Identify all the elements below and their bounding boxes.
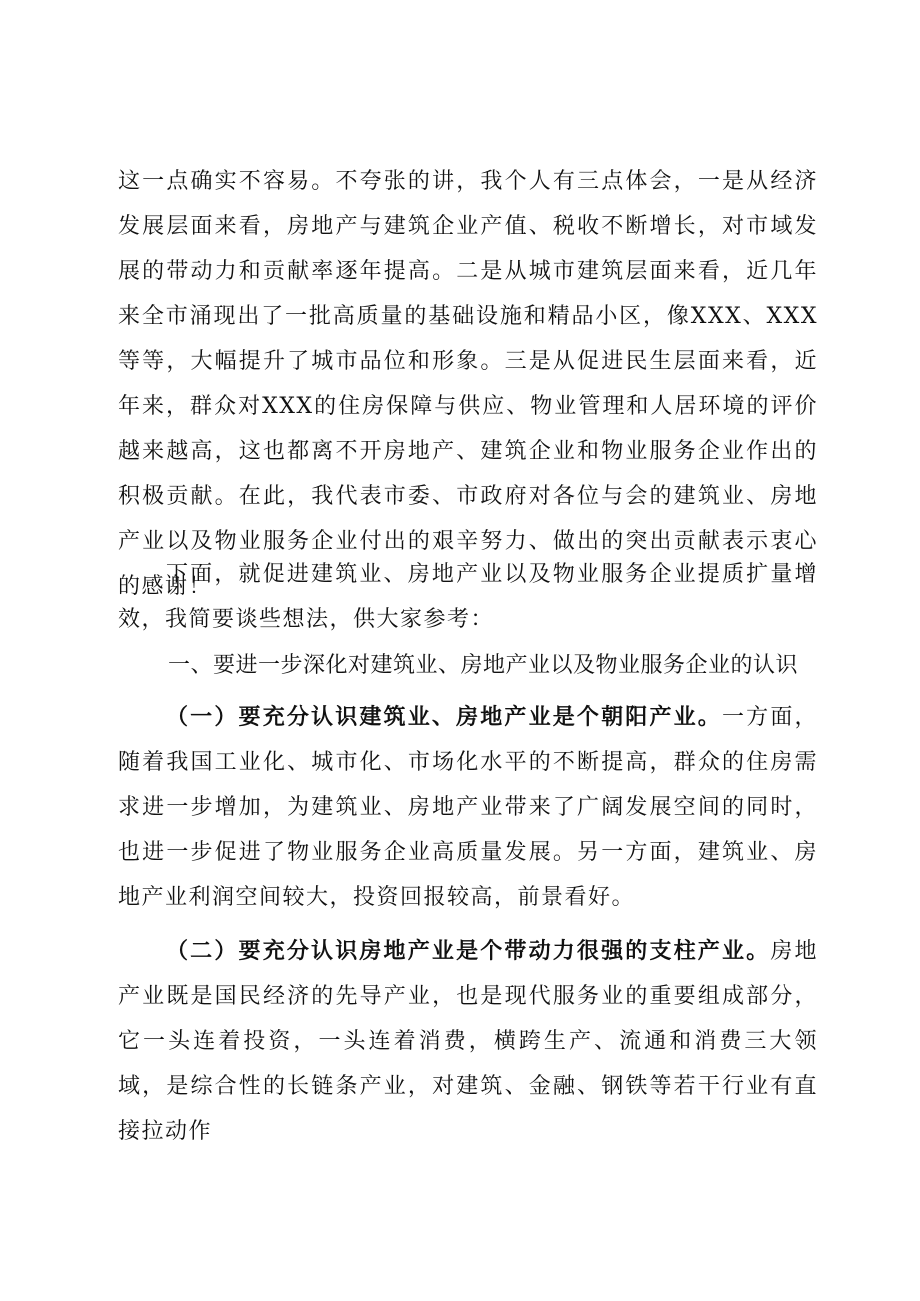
subsection-two-body: 房地产业既是国民经济的先导产业，也是现代服务业的重要组成部分，它一头连着投资，一头连着消费，横跨生产、流通和消费三大领域，是综合性的长链条产业，对建筑、金融、钢铁等若干行业有直接拉动作 <box>118 939 818 1144</box>
section-heading: 一、要进一步深化对建筑业、房地产业以及物业服务企业的认识 <box>168 653 799 678</box>
subsection-one-body: 一方面，随着我国工业化、城市化、市场化水平的不断提高，群众的住房需求进一步增加，为建筑业、房地产业带来了广阔发展空间的同时，也进一步促进了物业服务企业高质量发展。另一方面，建筑业、房地产业利润空间较大，投资回报较高，前景看好。 <box>118 705 818 910</box>
subsection-one <box>118 695 818 920</box>
subsection-two-heading: （二）要充分认识房地产业是个带动力很强的支柱产业。 <box>166 939 771 964</box>
paragraph-transition: 下面，就促进建筑业、房地产业以及物业服务企业提质扩量增效，我简要谈些想法，供大家参考： <box>118 562 818 632</box>
subsection-two <box>118 929 818 1154</box>
subsection-one-heading: （一）要充分认识建筑业、房地产业是个朝阳产业。 <box>166 705 722 730</box>
paragraph-intro-continuation: 这一点确实不容易。不夸张的讲，我个人有三点体会，一是从经济发展层面来看，房地产与建筑企业产值、税收不断增长，对市域发展的带动力和贡献率逐年提高。二是从城市建筑层面来看，近几年来全市涌现出了一批高质量的基础设施和精品小区，像XXX、XXX等等，大幅提升了城市品位和形象。三是从促进民生层面来看，近年来，群众对XXX的住房保障与供应、物业管理和人居环境的评价越来越高，这也都离不开房地产、建筑企业和物业服务企业作出的积极贡献。在此，我代表市委、市政府对各位与会的建筑业、房地产业以及物业服务企业付出的艰辛努力、做出的突出贡献表示衷心的感谢！ <box>118 169 818 599</box>
